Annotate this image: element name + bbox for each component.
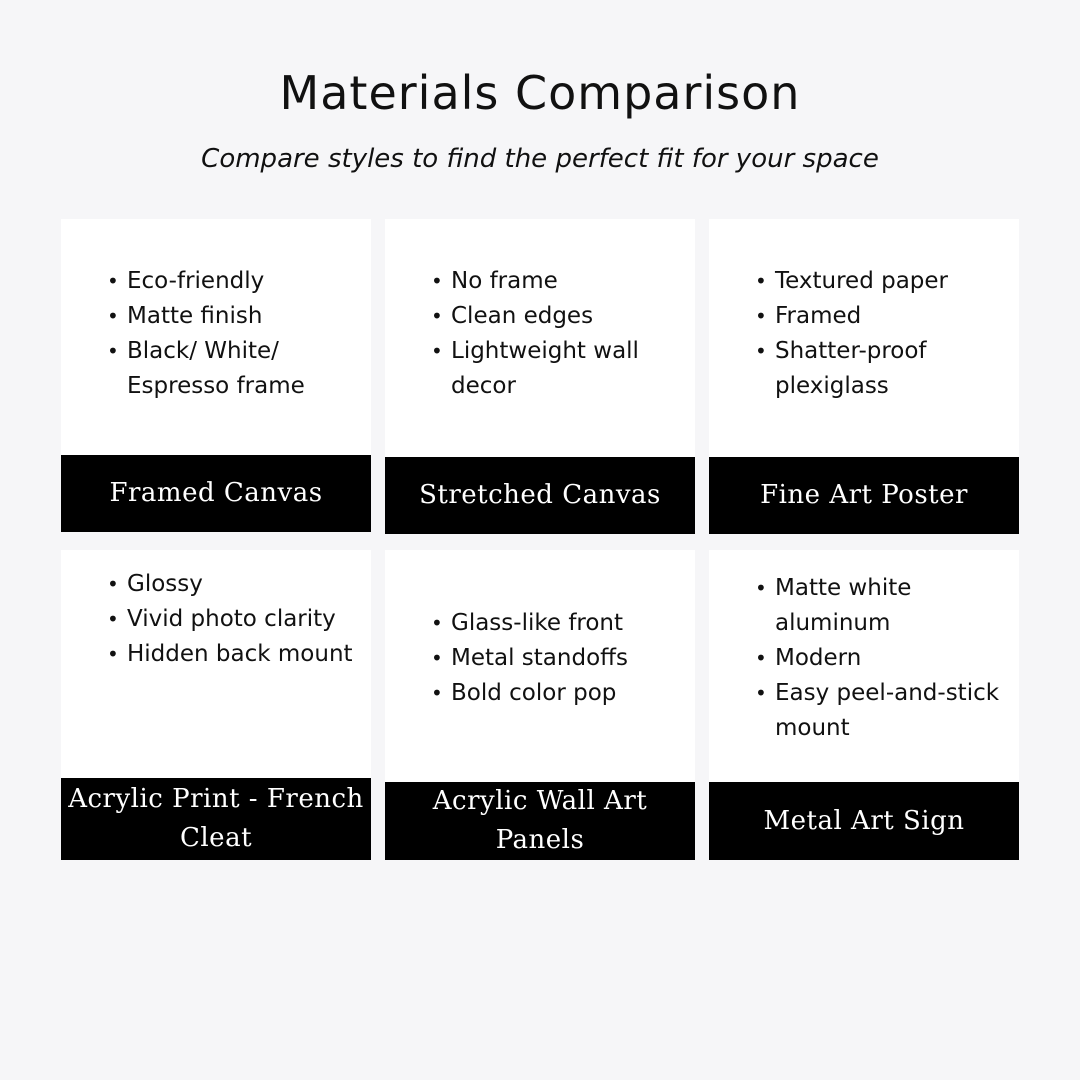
feature-item (749, 299, 1011, 334)
page-title: Materials Comparison (279, 66, 801, 120)
feature-item (749, 334, 1011, 404)
feature-list (425, 606, 687, 711)
feature-text: Clean edges (451, 303, 594, 329)
feature-text: Black/ White/ Espresso frame (127, 338, 305, 399)
bullet-icon: • (107, 572, 119, 596)
feature-text: Metal standoffs (451, 645, 628, 671)
bullet-icon: • (755, 681, 767, 705)
feature-list (749, 264, 1011, 404)
feature-item (425, 334, 687, 404)
feature-item (101, 567, 363, 602)
feature-item (101, 334, 363, 404)
card-acrylic-wall-art-panels (385, 550, 695, 860)
card-acrylic-print (61, 550, 371, 860)
feature-item (425, 676, 687, 711)
feature-text: Easy peel-and-stick mount (775, 680, 1000, 741)
card-framed-canvas (61, 219, 371, 532)
feature-text: Textured paper (775, 268, 949, 294)
bullet-icon: • (431, 681, 443, 705)
feature-item (749, 676, 1011, 746)
feature-list (425, 264, 687, 404)
feature-item (101, 637, 363, 672)
bullet-icon: • (431, 304, 443, 328)
bullet-icon: • (431, 339, 443, 363)
feature-item (101, 264, 363, 299)
card-label: Fine Art Poster (709, 457, 1019, 534)
bullet-icon: • (431, 269, 443, 293)
bullet-icon: • (431, 611, 443, 635)
feature-list (101, 264, 363, 404)
feature-item (101, 299, 363, 334)
feature-text: Lightweight wall decor (451, 338, 639, 399)
feature-item (425, 606, 687, 641)
page-subtitle: Compare styles to find the perfect fit for your space (201, 144, 879, 174)
bullet-icon: • (755, 304, 767, 328)
card-stretched-canvas (385, 219, 695, 534)
feature-item (101, 602, 363, 637)
card-metal-art-sign (709, 550, 1019, 860)
card-label: Framed Canvas (61, 455, 371, 532)
card-label: Acrylic Wall Art Panels (385, 782, 695, 860)
card-fine-art-poster (709, 219, 1019, 534)
feature-item (749, 641, 1011, 676)
bullet-icon: • (107, 304, 119, 328)
feature-text: Eco-friendly (127, 268, 265, 294)
card-label: Acrylic Print - French Cleat (61, 778, 371, 860)
bullet-icon: • (755, 646, 767, 670)
feature-item (749, 571, 1011, 641)
feature-text: Framed (775, 303, 862, 329)
bullet-icon: • (107, 607, 119, 631)
feature-text: Shatter-proof plexiglass (775, 338, 927, 399)
feature-text: Glass-like front (451, 610, 624, 636)
feature-text: Glossy (127, 571, 203, 597)
feature-text: No frame (451, 268, 558, 294)
card-label: Metal Art Sign (709, 782, 1019, 860)
feature-text: Matte finish (127, 303, 263, 329)
feature-text: Hidden back mount (127, 641, 353, 667)
feature-text: Modern (775, 645, 862, 671)
feature-list (749, 571, 1011, 746)
feature-text: Bold color pop (451, 680, 617, 706)
bullet-icon: • (755, 339, 767, 363)
bullet-icon: • (107, 269, 119, 293)
bullet-icon: • (107, 339, 119, 363)
feature-text: Vivid photo clarity (127, 606, 336, 632)
bullet-icon: • (755, 576, 767, 600)
feature-item (425, 641, 687, 676)
feature-item (425, 299, 687, 334)
bullet-icon: • (431, 646, 443, 670)
bullet-icon: • (107, 642, 119, 666)
feature-list (101, 567, 363, 672)
feature-text: Matte white aluminum (775, 575, 912, 636)
bullet-icon: • (755, 269, 767, 293)
card-label: Stretched Canvas (385, 457, 695, 534)
feature-item (749, 264, 1011, 299)
feature-item (425, 264, 687, 299)
